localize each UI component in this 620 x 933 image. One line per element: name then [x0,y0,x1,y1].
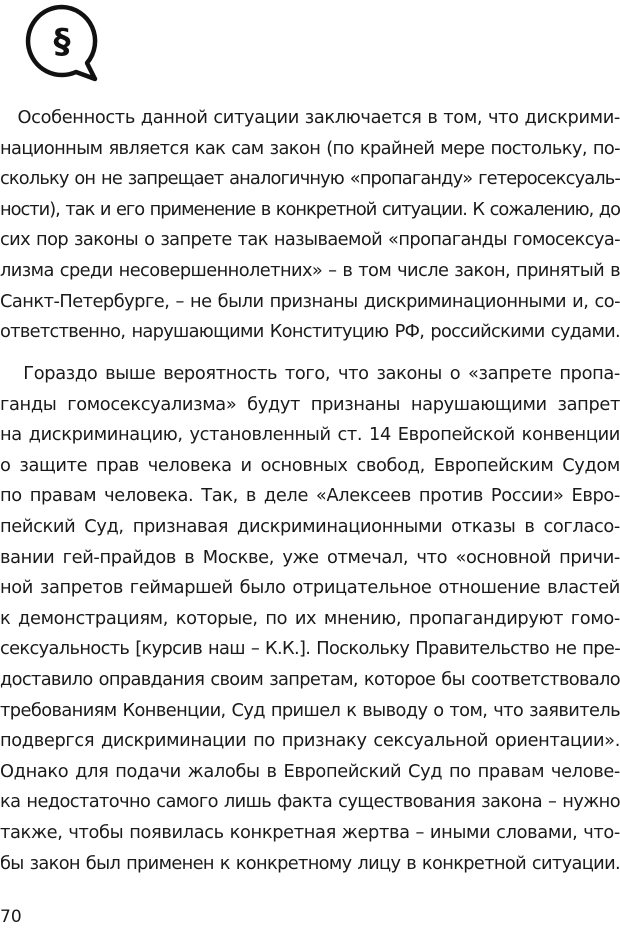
text-line: доставило оправдания своим запретам, которое бы соответствовало [0,668,620,690]
section-badge [14,3,104,83]
text-line: по правам человека. Так, в деле «Алексеев против России» Евро- [0,485,620,507]
text-line: бы закон был применен к конкретному лицу в конкретной ситуации. [0,852,620,874]
text-line: национным является как сам закон (по крайней мере постольку, по- [0,137,620,159]
text-line: ответственно, нарушающими Конституцию РФ, российскими судами. [0,321,620,343]
text-line: ка недостаточно самого лишь факта существования закона – нужно [0,791,620,813]
text-line: Особенность данной ситуации заключается в том, что дискрими- [0,107,620,128]
text-line: ной запретов геймаршей было отрицательное отношение властей [0,577,620,599]
paragraph-2 [0,359,620,879]
paragraph-1 [0,103,620,348]
text-line: Санкт-Петербурге, – не были признаны дискриминационными и, со- [0,290,620,312]
text-line: к демонстрациям, которые, по их мнению, пропагандируют гомо- [0,607,620,629]
text-line: скольку он не запрещает аналогичную «пропаганду» гетеросексуаль- [0,168,620,190]
page-number: 70 [0,907,22,927]
text-line: Однако для подачи жалобы в Европейский Суд по правам челове- [0,760,620,782]
text-line: о защите прав человека и основных свобод, Европейским Судом [0,454,620,476]
text-line: также, чтобы появилась конкретная жертва – иными словами, что- [0,821,620,843]
text-line: сексуальность [курсив наш – К.К.]. Поскольку Правительство не пре- [0,638,620,660]
text-line: Гораздо выше вероятность того, что законы о «запрете пропа- [0,363,620,384]
text-line: подвергся дискриминации по признаку сексуальной ориентации». [0,730,620,752]
text-line: ности), так и его применение в конкретной ситуации. К сожалению, до [0,198,620,220]
text-line: на дискриминацию, установленный ст. 14 Европейской конвенции [0,424,620,446]
text-line: вании гей-прайдов в Москве, уже отмечал, что «основной причи- [0,546,620,568]
text-line: лизма среди несовершеннолетних» – в том числе закон, принятый в [0,259,620,281]
text-line: ганды гомосексуализма» будут признаны нарушающими запрет [0,393,620,415]
text-line: требованиям Конвенции, Суд пришел к выводу о том, что заявитель [0,699,620,721]
text-line: сих пор законы о запрете так называемой «пропаганды гомосексуа- [0,229,620,251]
text-line: пейский Суд, признавая дискриминационными отказы в согласо- [0,515,620,537]
section-symbol: § [53,22,71,62]
